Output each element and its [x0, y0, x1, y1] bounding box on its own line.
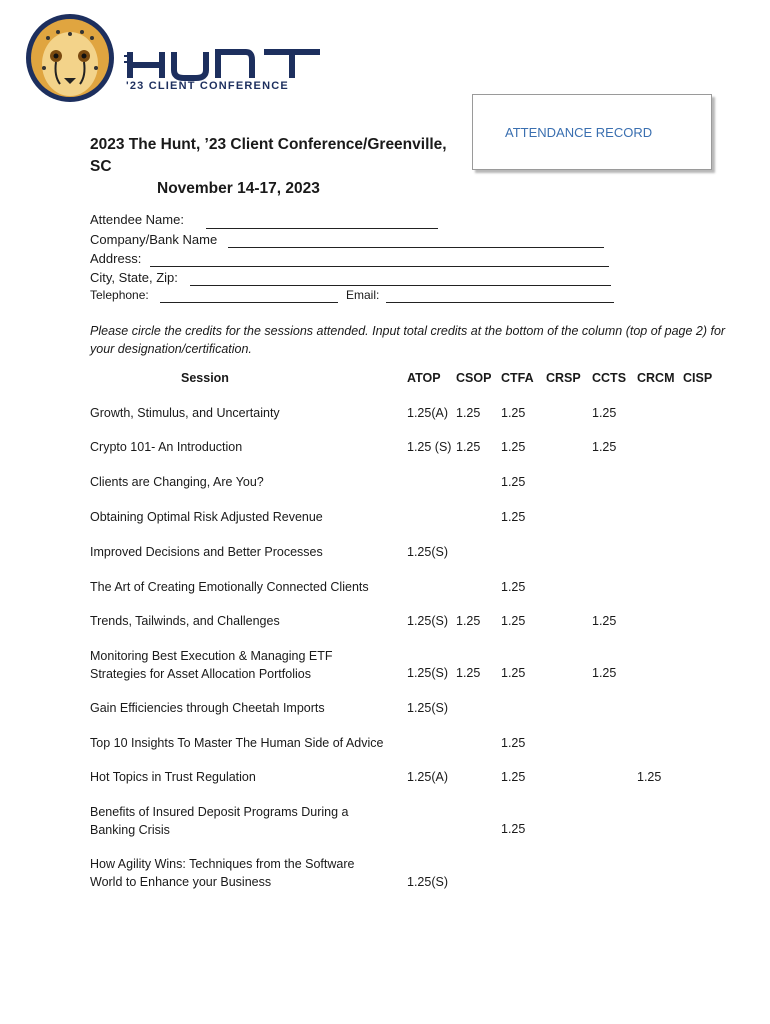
credit-crcm[interactable]: 1.25: [637, 770, 662, 784]
credit-ctfa[interactable]: 1.25: [501, 440, 526, 454]
credit-ccts[interactable]: 1.25: [592, 440, 617, 454]
email-label: Email:: [346, 288, 380, 302]
credit-ctfa[interactable]: 1.25: [501, 770, 526, 784]
credit-atop[interactable]: 1.25(S): [407, 701, 448, 715]
credit-atop[interactable]: 1.25(A): [407, 406, 448, 420]
credit-atop[interactable]: 1.25(S): [407, 875, 448, 889]
credit-atop[interactable]: 1.25(S): [407, 614, 448, 628]
credit-csop[interactable]: 1.25: [456, 666, 481, 680]
company-field[interactable]: [228, 247, 604, 248]
credit-csop[interactable]: 1.25: [456, 440, 481, 454]
credit-csop[interactable]: 1.25: [456, 614, 481, 628]
credit-ctfa[interactable]: 1.25: [501, 475, 526, 489]
credit-ccts[interactable]: 1.25: [592, 614, 617, 628]
credit-ctfa[interactable]: 1.25: [501, 736, 526, 750]
telephone-field[interactable]: [160, 302, 338, 303]
session-name: Trends, Tailwinds, and Challenges: [90, 614, 280, 628]
session-name: Monitoring Best Execution & Managing ETF Strategies for Asset Allocation Portfolios: [90, 649, 333, 681]
session-name: Top 10 Insights To Master The Human Side of Advice: [90, 736, 384, 750]
column-header-session: Session: [181, 371, 229, 385]
session-name: Clients are Changing, Are You?: [90, 475, 264, 489]
page-title: 2023 The Hunt, ’23 Client Conference/Greenville, SC: [90, 136, 447, 175]
column-header-cisp: CISP: [683, 371, 713, 385]
attendance-record-label: ATTENDANCE RECORD: [505, 125, 653, 140]
column-header-atop: ATOP: [407, 371, 441, 385]
credit-atop[interactable]: 1.25(A): [407, 770, 448, 784]
city-state-zip-label: City, State, Zip:: [90, 270, 178, 285]
credit-ctfa[interactable]: 1.25: [501, 822, 526, 836]
credit-ctfa[interactable]: 1.25: [501, 614, 526, 628]
session-name: Growth, Stimulus, and Uncertainty: [90, 406, 280, 420]
email-field[interactable]: [386, 302, 614, 303]
session-name: The Art of Creating Emotionally Connected Clients: [90, 580, 369, 594]
telephone-label: Telephone:: [90, 288, 149, 302]
address-field[interactable]: [150, 266, 609, 267]
session-name: Benefits of Insured Deposit Programs During a Banking Crisis: [90, 805, 349, 837]
credit-csop[interactable]: 1.25: [456, 406, 481, 420]
credit-ctfa[interactable]: 1.25: [501, 510, 526, 524]
instructions: Please circle the credits for the sessions attended. Input total credits at the bottom of the column (top of page 2) for your designation/certification.: [90, 324, 726, 356]
column-header-ctfa: CTFA: [501, 371, 534, 385]
credit-ctfa[interactable]: 1.25: [501, 580, 526, 594]
credit-atop[interactable]: 1.25(S): [407, 545, 448, 559]
session-name: How Agility Wins: Techniques from the Software World to Enhance your Business: [90, 857, 355, 889]
conference-logo: [24, 12, 324, 108]
credit-atop[interactable]: 1.25(S): [407, 666, 448, 680]
column-header-crsp: CRSP: [546, 371, 581, 385]
session-name: Hot Topics in Trust Regulation: [90, 770, 256, 784]
credit-ctfa[interactable]: 1.25: [501, 406, 526, 420]
credit-ccts[interactable]: 1.25: [592, 406, 617, 420]
cheetah-logo-icon: [24, 12, 324, 108]
column-header-csop: CSOP: [456, 371, 492, 385]
attendee-name-label: Attendee Name:: [90, 212, 184, 227]
session-name: Crypto 101- An Introduction: [90, 440, 243, 454]
conference-date: November 14-17, 2023: [157, 180, 320, 197]
address-label: Address:: [90, 251, 142, 266]
attendance-record-box: [472, 94, 712, 170]
column-header-ccts: CCTS: [592, 371, 627, 385]
column-header-crcm: CRCM: [637, 371, 675, 385]
session-name: Improved Decisions and Better Processes: [90, 545, 323, 559]
company-label: Company/Bank Name: [90, 232, 218, 247]
attendee-name-field[interactable]: [206, 228, 438, 229]
credit-ccts[interactable]: 1.25: [592, 666, 617, 680]
session-name: Gain Efficiencies through Cheetah Imports: [90, 701, 325, 715]
logo-tagline: '23 CLIENT CONFERENCE: [126, 80, 289, 92]
credit-atop[interactable]: 1.25 (S): [407, 440, 452, 454]
city-state-zip-field[interactable]: [190, 285, 611, 286]
credit-ctfa[interactable]: 1.25: [501, 666, 526, 680]
session-name: Obtaining Optimal Risk Adjusted Revenue: [90, 510, 323, 524]
